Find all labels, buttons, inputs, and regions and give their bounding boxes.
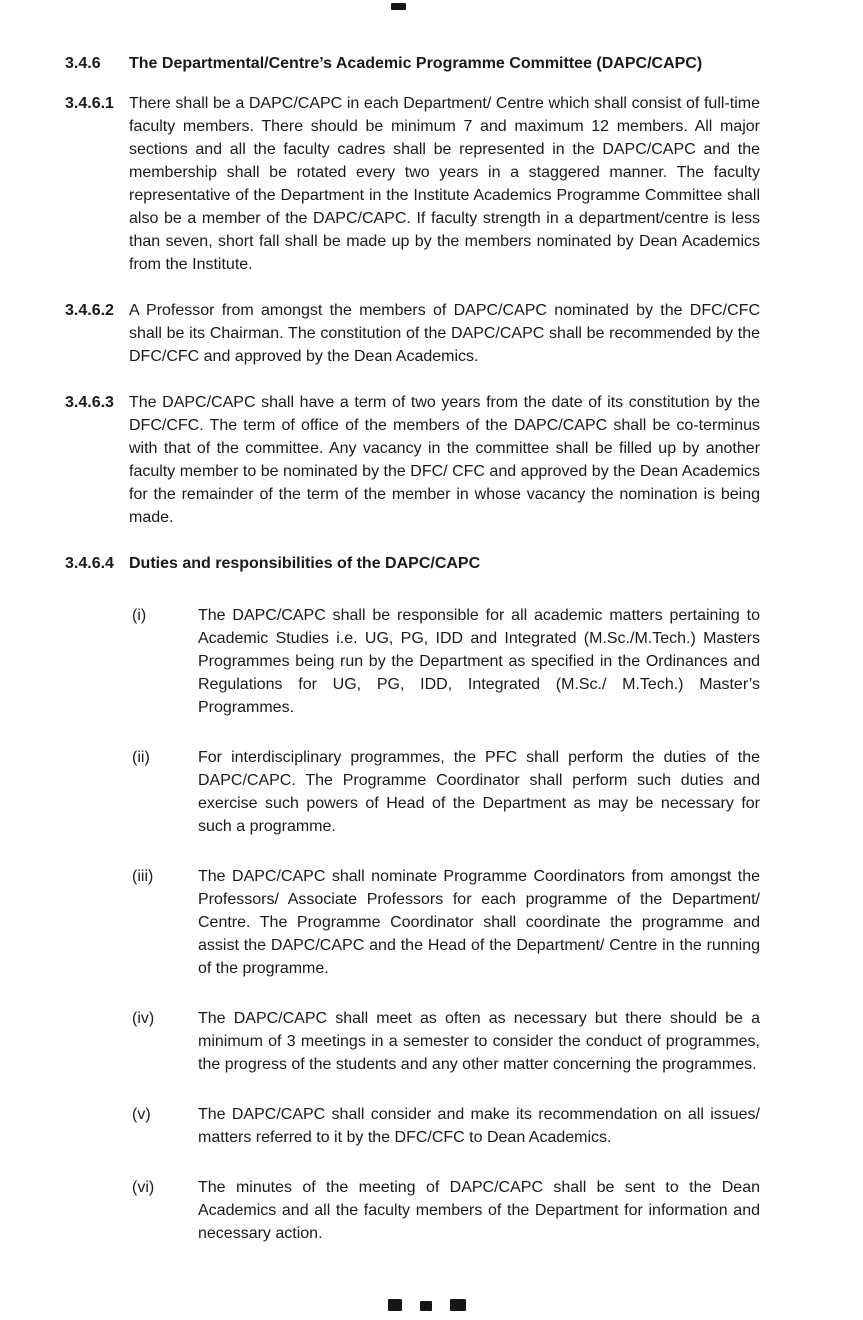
list-marker: (i) — [132, 607, 147, 624]
list-marker: (iii) — [132, 868, 154, 885]
clause-3-4-6-1 — [65, 92, 760, 276]
list-text: The DAPC/CAPC shall consider and make its recommendation on all issues/ matters referred to it by the DFC/CFC to Dean Academics. — [198, 1106, 760, 1146]
subsection-heading-title: Duties and responsibilities of the DAPC/CAPC — [129, 555, 481, 572]
list-marker: (vi) — [132, 1179, 155, 1196]
duty-item-v — [132, 1103, 760, 1149]
section-heading-title: The Departmental/Centre’s Academic Programme Committee (DAPC/CAPC) — [129, 55, 703, 72]
document-content — [65, 52, 760, 1272]
duty-item-vi — [132, 1176, 760, 1245]
cropped-glyph-fragment — [450, 1299, 466, 1311]
duty-item-iv — [132, 1007, 760, 1076]
section-heading — [65, 52, 760, 75]
clause-text: There shall be a DAPC/CAPC in each Department/ Centre which shall consist of full-time faculty members. There should be minimum 7 and maximum 12 members. All major sections and all the faculty cadres shall be represented in the DAPC/CAPC and the membership shall be rotated every two years in a staggered manner. The faculty representative of the Department in the Institute Academics Programme Committee shall also be a member of the DAPC/CAPC. If faculty strength in a department/centre is less than seven, short fall shall be made up by the members nominated by Dean Academics from the Institute. — [129, 95, 760, 273]
clause-number: 3.4.6.3 — [65, 394, 114, 411]
cropped-glyph-fragment — [388, 1299, 402, 1311]
list-text: The minutes of the meeting of DAPC/CAPC shall be sent to the Dean Academics and all the faculty members of the Department for information and necessary action. — [198, 1179, 760, 1242]
subsection-heading-number: 3.4.6.4 — [65, 555, 114, 572]
subsection-heading — [65, 552, 760, 575]
duty-item-iii — [132, 865, 760, 980]
section-heading-number: 3.4.6 — [65, 55, 101, 72]
list-text: For interdisciplinary programmes, the PFC shall perform the duties of the DAPC/CAPC. The Programme Coordinator shall perform such duties and exercise such powers of Head of the Department as may be necessary for such a programme. — [198, 749, 760, 835]
list-marker: (v) — [132, 1106, 151, 1123]
cropped-glyph-fragment — [420, 1301, 432, 1311]
list-text: The DAPC/CAPC shall meet as often as necessary but there should be a minimum of 3 meetings in a semester to consider the conduct of programmes, the progress of the students and any other matter concerning the programmes. — [198, 1010, 760, 1073]
list-marker: (ii) — [132, 749, 150, 766]
list-text: The DAPC/CAPC shall be responsible for all academic matters pertaining to Academic Studies i.e. UG, PG, IDD and Integrated (M.Sc./M.Tech.) Masters Programmes being run by the Department as specified in the Ordinances and Regulations for UG, PG, IDD, Integrated (M.Sc./ M.Tech.) Master’s Programmes. — [198, 607, 760, 716]
clause-3-4-6-2 — [65, 299, 760, 368]
clause-3-4-6-3 — [65, 391, 760, 529]
clause-text: A Professor from amongst the members of DAPC/CAPC nominated by the DFC/CFC shall be its Chairman. The constitution of the DAPC/CAPC shall be recommended by the DFC/CFC and approved by the Dean Academics. — [129, 302, 760, 365]
clause-number: 3.4.6.2 — [65, 302, 114, 319]
duty-item-ii — [132, 746, 760, 838]
clause-text: The DAPC/CAPC shall have a term of two years from the date of its constitution by the DFC/CFC. The term of office of the members of the DAPC/CAPC shall be co-terminus with that of the committee. Any vacancy in the committee shall be filled up by another faculty member to be nominated by the DFC/ CFC and approved by the Dean Academics for the remainder of the term of the member in whose vacancy the nomination is being made. — [129, 394, 760, 526]
list-marker: (iv) — [132, 1010, 155, 1027]
duty-item-i — [132, 604, 760, 719]
list-text: The DAPC/CAPC shall nominate Programme Coordinators from amongst the Professors/ Associate Professors for each programme of the Department/ Centre. The Programme Coordinator shall coordinate the programme and assist the DAPC/CAPC and the Head of the Department/ Centre in the running of the programme. — [198, 868, 760, 977]
cropped-text-artifact-bottom — [388, 1299, 466, 1311]
cropped-text-artifact-top — [391, 3, 406, 10]
clause-number: 3.4.6.1 — [65, 95, 114, 112]
